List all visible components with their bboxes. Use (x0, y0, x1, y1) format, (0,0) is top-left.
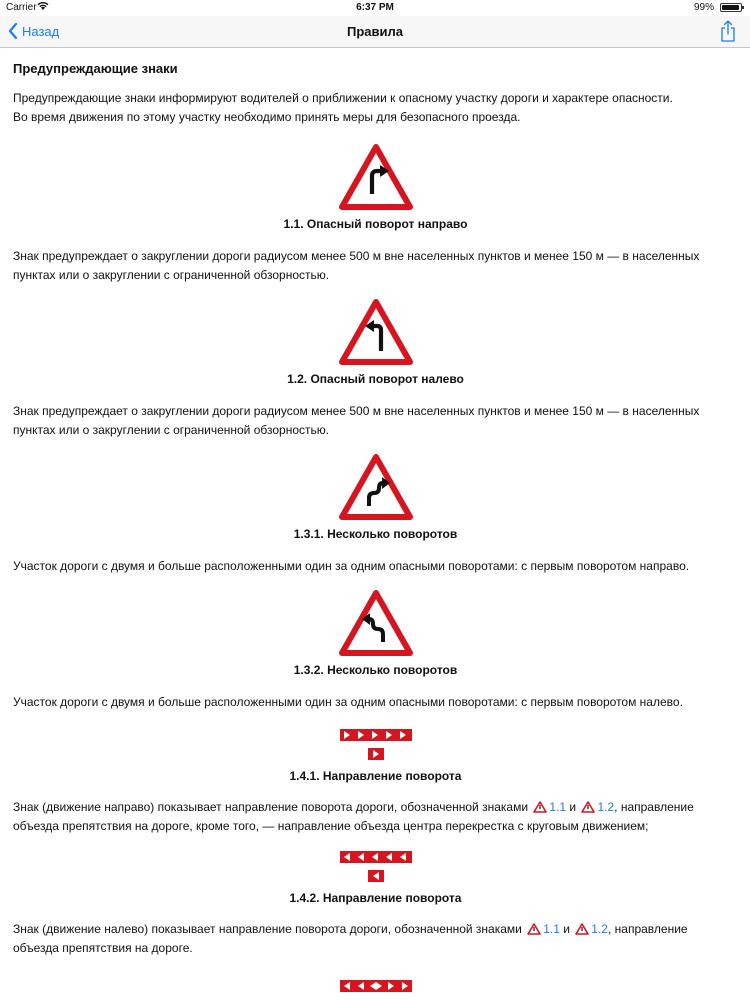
sign-caption: 1.4.2. Направление поворота (289, 891, 462, 905)
status-bar (0, 0, 750, 16)
sign-link-1-2[interactable]: 1.2 (591, 922, 608, 936)
sign-description: объезда препятствия на дороге. (13, 941, 193, 955)
share-button[interactable] (720, 20, 736, 47)
sharp-curve-left-sign-icon (13, 299, 738, 370)
navigation-bar (0, 16, 750, 48)
chevron-both-board-icon (13, 976, 738, 1001)
rules-content (13, 48, 738, 1001)
back-label: Назад (22, 23, 60, 39)
sign-description: Знак (движение направо) показывает направление поворота дороги, обозначенной знаками 1.1 и 1.2, направление (13, 800, 694, 814)
warning-triangle-icon (581, 801, 595, 813)
sign-link-1-1[interactable]: 1.1 (543, 922, 560, 936)
intro-line: Во время движения по этому участку необходимо принять меры для безопасного проезда. (13, 110, 521, 124)
sharp-curve-right-sign-icon (13, 144, 738, 215)
sign-description: Знак (движение налево) показывает направление поворота дороги, обозначенной знаками 1.1 и 1.2, направление (13, 922, 688, 936)
sign-description: Знак предупреждает о закруглении дороги радиусом менее 500 м вне населенных пунктов и менее 150 м — в населенных (13, 249, 700, 263)
section-heading: Предупреждающие знаки (13, 61, 178, 76)
sign-description: Участок дороги с двумя и больше расположенными один за одним опасными поворотами: с первым поворотом направо. (13, 559, 690, 573)
chevron-right-board-icon (13, 728, 738, 767)
intro-line: Предупреждающие знаки информируют водителей о приближении к опасному участку дороги и характере опасности. (13, 91, 673, 105)
sign-description: Знак предупреждает о закруглении дороги радиусом менее 500 м вне населенных пунктов и менее 150 м — в населенных (13, 404, 700, 418)
sign-caption: 1.4.1. Направление поворота (289, 769, 462, 783)
warning-triangle-icon (575, 923, 589, 935)
page-title: Правила (347, 24, 403, 39)
sign-description: объезда препятствия на дороге, кроме того, — направление объезда центра перекрестка с круговым движением; (13, 819, 649, 833)
sign-link-1-1[interactable]: 1.1 (549, 800, 567, 814)
chevron-left-board-icon (13, 850, 738, 889)
warning-triangle-icon (533, 801, 547, 813)
multiple-curves-left-sign-icon (13, 590, 738, 661)
battery-icon (720, 3, 742, 12)
multiple-curves-right-sign-icon (13, 454, 738, 525)
sign-caption: 1.1. Опасный поворот направо (283, 217, 468, 231)
sign-link-1-2[interactable]: 1.2 (597, 800, 615, 814)
sign-caption: 1.2. Опасный поворот налево (287, 372, 464, 386)
sign-description: Участок дороги с двумя и больше расположенными один за одним опасными поворотами: с первым поворотом налево. (13, 695, 683, 709)
sign-description: пунктах или о закруглении с ограниченной обзорностью. (13, 268, 330, 282)
sign-caption: 1.3.2. Несколько поворотов (293, 663, 458, 677)
share-icon (720, 20, 736, 42)
sign-description: пунктах или о закруглении с ограниченной обзорностью. (13, 423, 330, 437)
battery-percent: 99% (693, 2, 714, 13)
clock: 6:37 PM (356, 2, 394, 13)
sign-caption: 1.3.1. Несколько поворотов (293, 527, 458, 541)
carrier-label: Carrier (6, 2, 37, 13)
warning-triangle-icon (527, 923, 541, 935)
